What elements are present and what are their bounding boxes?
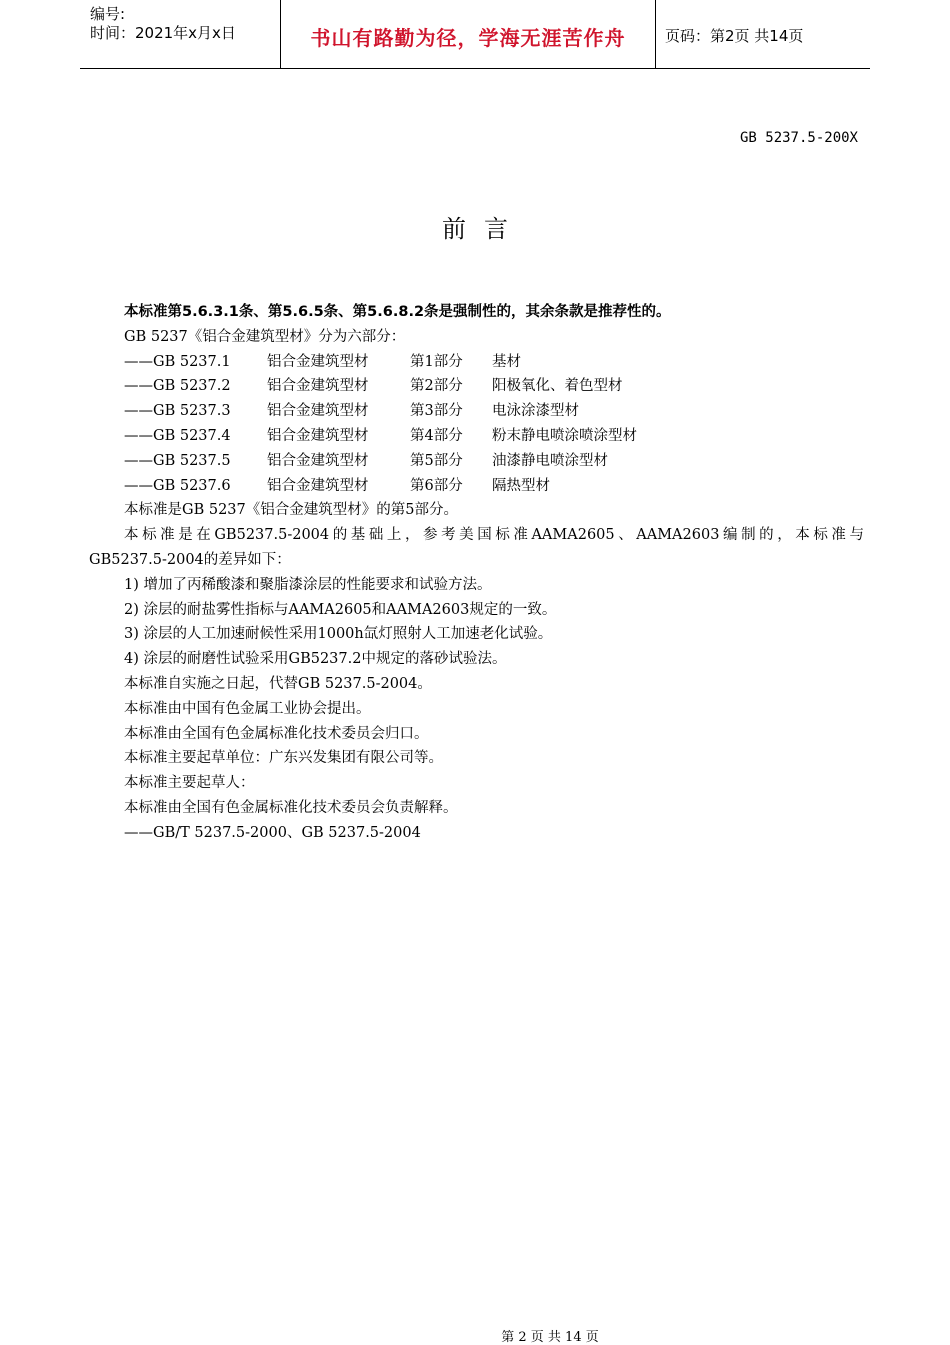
time-label: 时间：2021年x月x日: [90, 24, 236, 42]
part-name: 铝合金建筑型材: [267, 353, 369, 370]
difference-item: 3) 涂层的人工加速耐候性采用1000h氙灯照射人工加速老化试验。: [124, 626, 553, 643]
header-motto-cell: [280, 0, 656, 68]
document-number: GB 5237.5-200X: [739, 130, 858, 146]
part-number: 第6部分: [410, 477, 463, 494]
part-name: 铝合金建筑型材: [267, 452, 369, 469]
part-statement: 本标准是GB 5237《铝合金建筑型材》的第5部分。: [124, 502, 458, 519]
part-desc: 基材: [492, 353, 521, 370]
basis-statement-line1: 本标准是在GB5237.5-2004的基础上，参考美国标准AAMA2605、AAMA2603编制的，本标准与: [124, 527, 864, 544]
part-code: ——GB 5237.1: [124, 353, 231, 370]
part-code: ——GB 5237.5: [124, 452, 231, 469]
part-code: ——GB 5237.6: [124, 477, 231, 494]
part-number: 第2部分: [410, 378, 463, 395]
part-number: 第4部分: [410, 427, 463, 444]
number-label: 编号:: [90, 5, 126, 23]
difference-item: 1) 增加了丙稀酸漆和聚脂漆涂层的性能要求和试验方法。: [124, 576, 492, 593]
part-item: [124, 399, 864, 424]
closing-line: 本标准主要起草人：: [124, 775, 255, 792]
part-number: 第3部分: [410, 403, 463, 420]
header-left-cell: [80, 0, 280, 68]
closing-line: 本标准主要起草单位：广东兴发集团有限公司等。: [124, 750, 443, 767]
part-number: 第5部分: [410, 452, 463, 469]
part-desc: 电泳涂漆型材: [492, 403, 579, 420]
part-item: [124, 424, 864, 449]
part-name: 铝合金建筑型材: [267, 378, 369, 395]
part-desc: 油漆静电喷涂型材: [492, 452, 608, 469]
page-info: 页码：第2页 共14页: [665, 27, 804, 45]
part-code: ——GB 5237.4: [124, 427, 231, 444]
part-desc: 粉末静电喷涂喷涂型材: [492, 427, 637, 444]
closing-line: 本标准由中国有色金属工业协会提出。: [124, 700, 371, 717]
part-number: 第1部分: [410, 353, 463, 370]
closing-line: 本标准自实施之日起，代替GB 5237.5-2004。: [124, 675, 432, 692]
header-right-cell: [655, 0, 870, 68]
part-code: ——GB 5237.2: [124, 378, 231, 395]
part-item: [124, 374, 864, 399]
closing-line: 本标准由全国有色金属标准化技术委员会负责解释。: [124, 799, 458, 816]
page-header: [80, 0, 870, 69]
part-item: [124, 474, 864, 499]
part-code: ——GB 5237.3: [124, 403, 231, 420]
part-name: 铝合金建筑型材: [267, 477, 369, 494]
part-item: [124, 449, 864, 474]
part-desc: 隔热型材: [492, 477, 550, 494]
difference-item: 4) 涂层的耐磨性试验采用GB5237.2中规定的落砂试验法。: [124, 651, 507, 668]
division-intro: GB 5237《铝合金建筑型材》分为六部分：: [124, 328, 406, 345]
motto: 书山有路勤为径，学海无涯苦作舟: [310, 26, 626, 50]
part-name: 铝合金建筑型材: [267, 427, 369, 444]
document-body: [89, 300, 864, 846]
difference-item: 2) 涂层的耐盐雾性指标与AAMA2605和AAMA2603规定的一致。: [124, 601, 557, 618]
mandatory-clause-statement: 本标准第5.6.3.1条、第5.6.5条、第5.6.8.2条是强制性的，其余条款是推荐性的。: [124, 304, 671, 320]
page-title: 前言: [442, 215, 526, 243]
part-desc: 阳极氧化、着色型材: [492, 378, 623, 395]
closing-line: 本标准由全国有色金属标准化技术委员会归口。: [124, 725, 429, 742]
basis-statement-line2: GB5237.5-2004的差异如下：: [89, 551, 291, 568]
page-footer: 第 2 页 共 14 页: [501, 1330, 599, 1345]
part-name: 铝合金建筑型材: [267, 403, 369, 420]
part-item: [124, 350, 864, 375]
history-line: ——GB/T 5237.5-2000、GB 5237.5-2004: [124, 824, 421, 841]
